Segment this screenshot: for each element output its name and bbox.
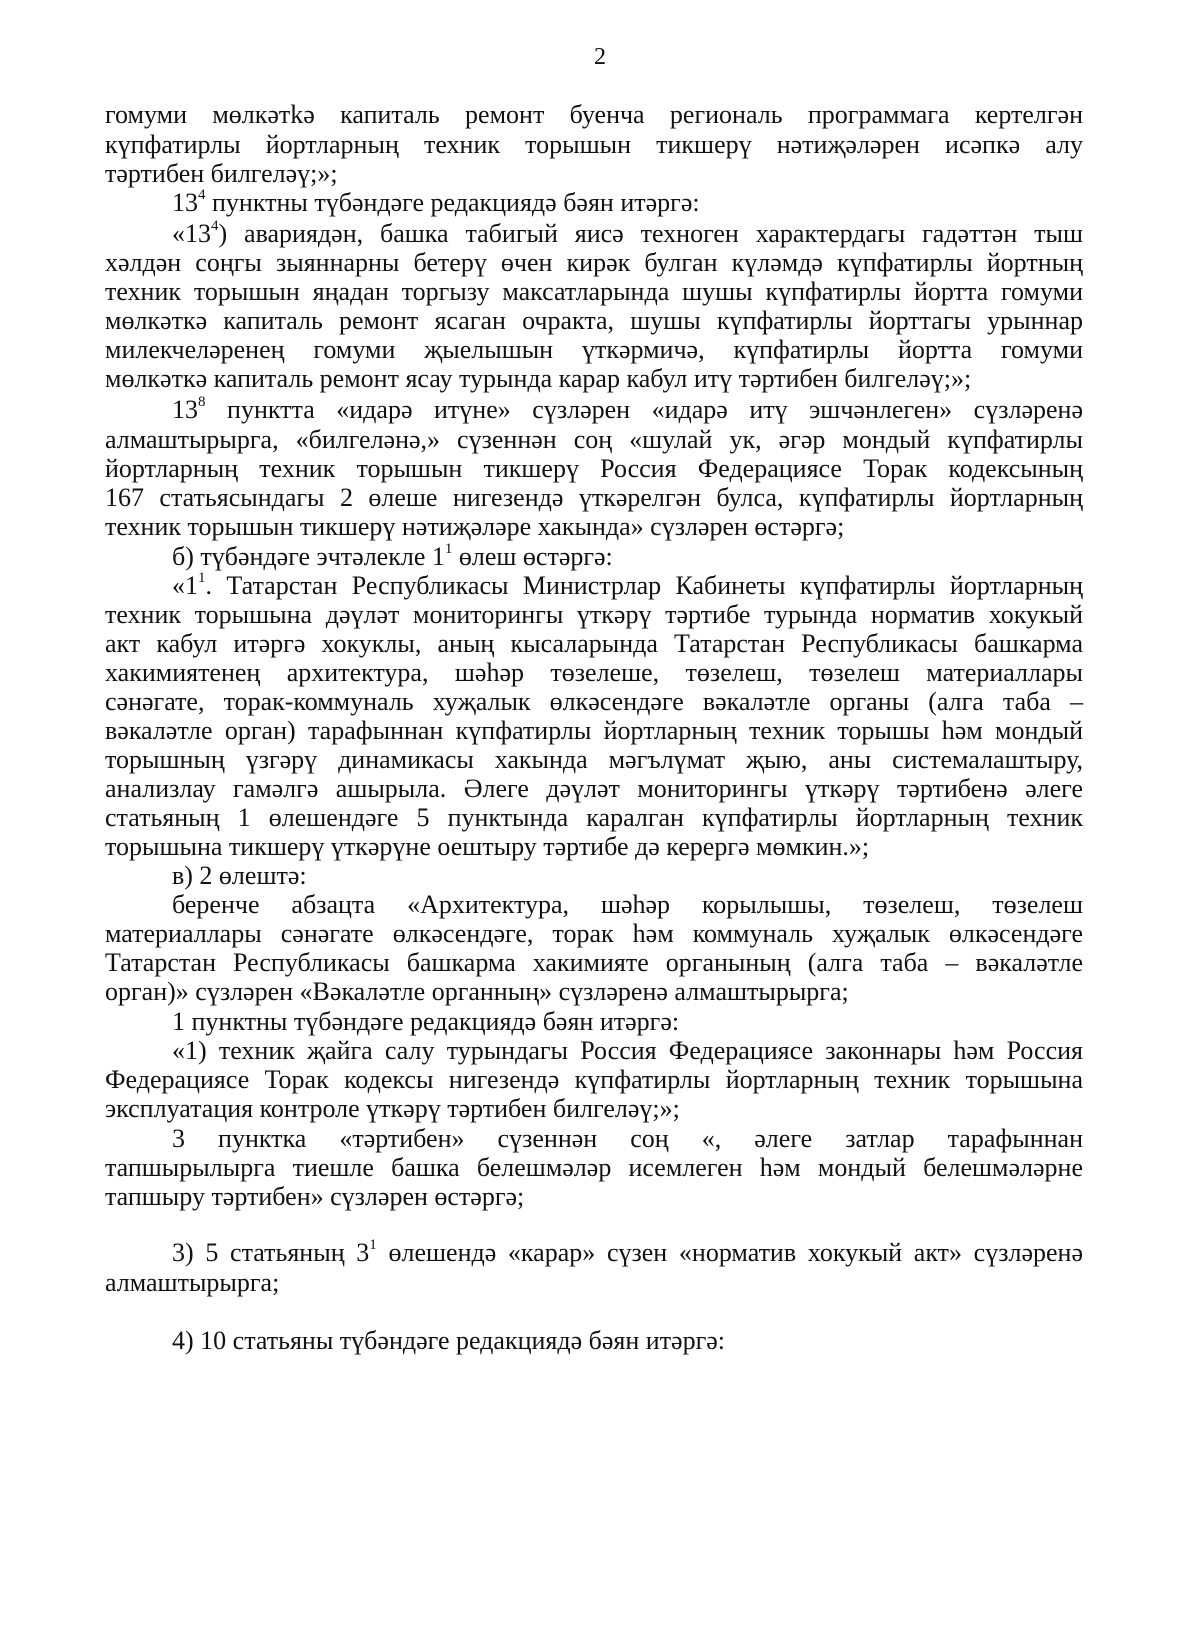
text-line: вәкаләтле орган) тарафыннан күпфатирлы йортларның техник торышы һәм мондый — [105, 716, 1083, 745]
text-line: тәртибен билгеләү;»; — [105, 159, 338, 188]
text-line: милекчеләренең гомуми җыелышын үткәрмичә, күпфатирлы йортта гомуми — [105, 335, 1083, 364]
text-line: хәлдән соңгы зыяннарны бетерү өчен кирәк булган күләмдә күпфатирлы йортның — [105, 248, 1083, 277]
text-line: б) түбәндәге эчтәлекле $1^1$ өлеш өстәргә: — [172, 541, 613, 571]
text-line: сәнәгате, торак-коммуналь хуҗалык өлкәсендәге вәкаләтле органы (алга таба – — [105, 687, 1083, 716]
text-line: мөлкәткә капиталь ремонт ясау турында карар кабул итү тәртибен билгеләү;»; — [105, 364, 972, 393]
text-line: беренче абзацта «Архитектура, шәһәр корылышы, төзелеш, төзелеш — [172, 890, 1083, 919]
text-line: «$13^4$) авариядән, башка табигый яисә техноген характердагы гадәттән тыш — [172, 218, 1083, 248]
text-line: тапшырылырга тиешле башка белешмәләр исемлеген һәм мондый белешмәләрне — [105, 1153, 1083, 1182]
text-line: күпфатирлы йортларның техник торышын тикшерү нәтиҗәләрен исәпкә алу — [105, 130, 1083, 159]
text-line: алмаштырырга, «билгеләнә,» сүзеннән соң «шулай ук, әгәр мондый күпфатирлы — [105, 425, 1083, 454]
text-line: 1 пунктны түбәндәге редакциядә бәян итәргә: — [172, 1007, 680, 1036]
text-line: торышына тикшерү үткәрүне оештыру тәртибе дә керергә мөмкин.»; — [105, 832, 870, 861]
text-line: торышның үзгәрү динамикасы хакында мәгълүмат җыю, аны системалаштыру, — [105, 745, 1083, 774]
text-line: 4) 10 статьяны түбәндәге редакциядә бәян итәргә: — [172, 1326, 726, 1355]
text-line: 3) 5 статьяның $3^1$ өлешендә «карар» сүзен «норматив хокукый акт» сүзләренә — [172, 1237, 1083, 1267]
text-line: техник торышына дәүләт мониторингы үткәрү тәртибе турында норматив хокукый — [105, 600, 1083, 629]
text-line: эксплуатация контроле үткәрү тәртибен билгеләү;»; — [105, 1094, 680, 1123]
text-line: 3 пунктка «тәртибен» сүзеннән соң «, әлеге затлар тарафыннан — [172, 1124, 1083, 1153]
text-line: орган)» сүзләрен «Вәкаләтле органның» сүзләренә алмаштырырга; — [105, 977, 849, 1006]
text-line: хакимиятенең архитектура, шәһәр төзелеше, төзелеш, төзелеш материаллары — [105, 658, 1083, 687]
text-line: техник торышын тикшерү нәтиҗәләре хакында» сүзләрен өстәргә; — [105, 512, 845, 541]
text-line: «$1^1$. Татарстан Республикасы Министрлар Кабинеты күпфатирлы йортларның — [172, 570, 1083, 600]
text-line: алмаштырырга; — [105, 1268, 280, 1297]
text-line: мөлкәткә капиталь ремонт ясаган очракта, шушы күпфатирлы йорттагы урыннар — [105, 306, 1083, 335]
text-line: акт кабул итәргә хокуклы, аның кысаларында Татарстан Республикасы башкарма — [105, 629, 1083, 658]
text-line: Федерациясе Торак кодексы нигезендә күпфатирлы йортларның техник торышына — [105, 1065, 1083, 1094]
text-line: йортларның техник торышын тикшерү Россия Федерациясе Торак кодексының — [105, 454, 1083, 483]
page-number: 2 — [594, 44, 606, 70]
text-line: статьяның 1 өлешендәге 5 пунктында каралган күпфатирлы йортларның техник — [105, 803, 1083, 832]
text-line: в) 2 өлештә: — [172, 861, 307, 890]
text-line: $13^4$ пунктны түбәндәге редакциядә бәян итәргә: — [172, 187, 700, 217]
text-line: материаллары сәнәгате өлкәсендәге, торак һәм коммуналь хуҗалык өлкәсендәге — [105, 919, 1083, 948]
text-line: тапшыру тәртибен» сүзләрен өстәргә; — [105, 1182, 525, 1211]
text-line: $13^8$ пунктта «идарә итүне» сүзләрен «идарә итү эшчәнлеген» сүзләренә — [172, 394, 1083, 424]
text-line: техник торышын яңадан торгызу максатларында шушы күпфатирлы йортта гомуми — [105, 277, 1083, 306]
text-line: Татарстан Республикасы башкарма хакимияте органының (алга таба – вәкаләтле — [105, 948, 1083, 977]
text-line: анализлау гамәлгә ашырыла. Әлеге дәүләт мониторингы үткәрү тәртибенә әлеге — [105, 774, 1083, 803]
text-line: гомуми мөлкәтkә капиталь ремонт буенча региональ программага кертелгән — [105, 100, 1083, 129]
text-line: 167 статьясындагы 2 өлеше нигезендә үткәрелгән булса, күпфатирлы йортларның — [105, 483, 1083, 512]
text-line: «1) техник җайга салу турындагы Россия Федерациясе законнары һәм Россия — [172, 1036, 1083, 1065]
